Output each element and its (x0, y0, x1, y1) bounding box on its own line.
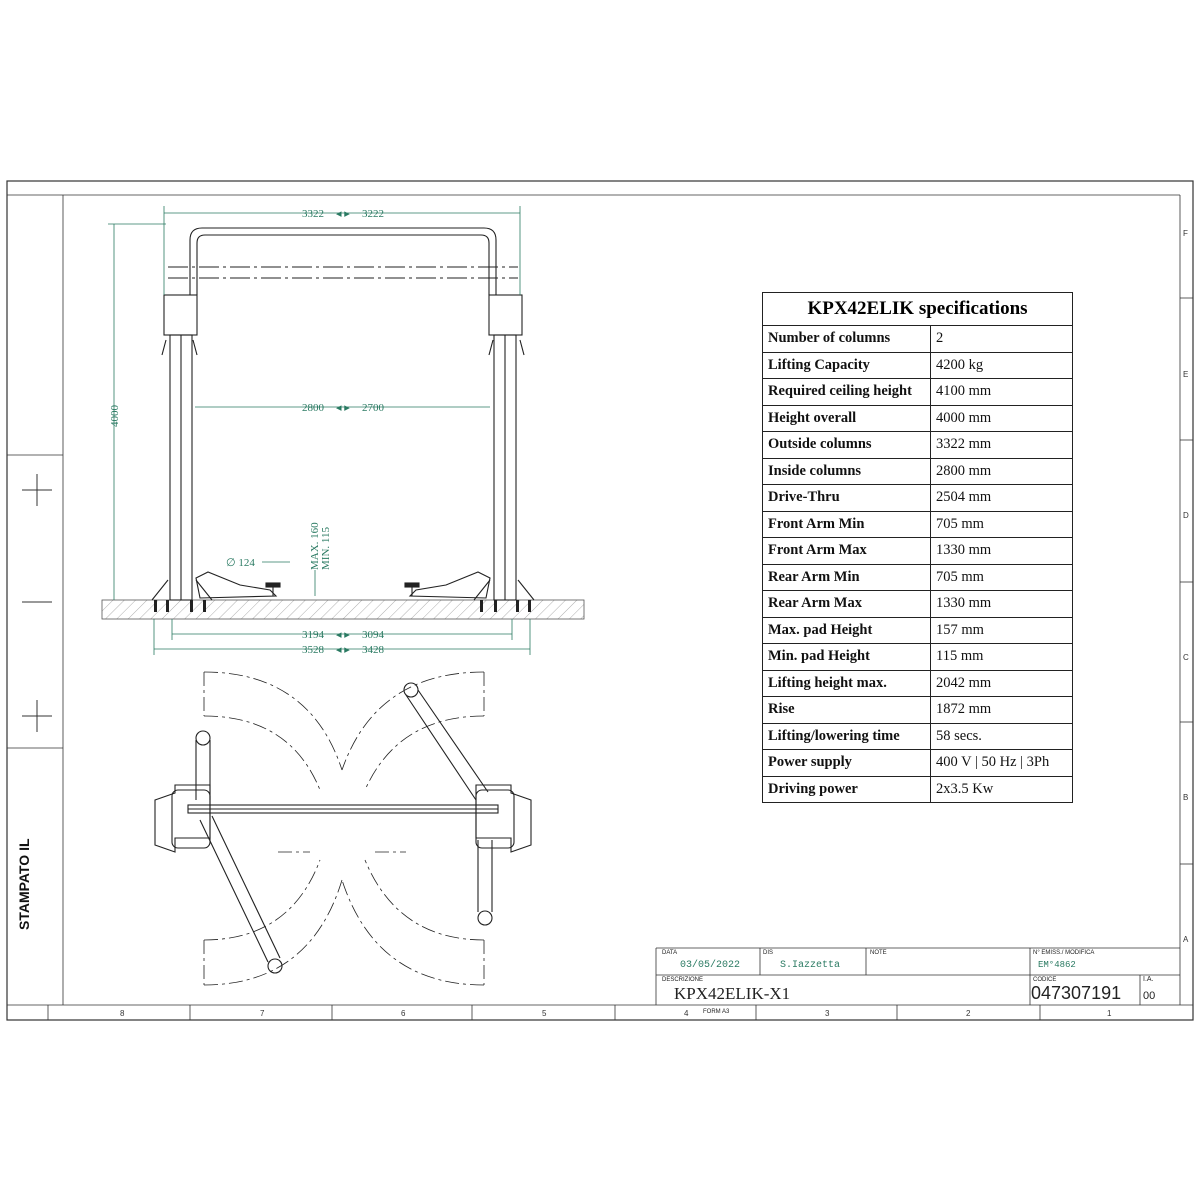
spec-label: Max. pad Height (763, 617, 931, 644)
dimension-lines (108, 206, 530, 655)
spec-label: Rise (763, 697, 931, 724)
spec-value: 4000 mm (931, 405, 1073, 432)
spec-value: 4100 mm (931, 379, 1073, 406)
spec-label: Height overall (763, 405, 931, 432)
dim-top-right: 3222 (362, 208, 384, 220)
tb-ia-value: 00 (1143, 990, 1156, 1002)
spec-row (763, 511, 1073, 538)
spec-row (763, 591, 1073, 618)
spec-value: 2042 mm (931, 670, 1073, 697)
spec-label: Outside columns (763, 432, 931, 459)
spec-label: Rear Arm Max (763, 591, 931, 618)
tb-codice-label: CODICE (1033, 977, 1057, 983)
spec-value: 1330 mm (931, 538, 1073, 565)
dim-base-inner-left: 3194 (302, 629, 324, 641)
dim-pad-max: MAX. 160 (309, 522, 321, 570)
spec-value: 2x3.5 Kw (931, 776, 1073, 803)
dim-inner-right: 2700 (362, 402, 384, 414)
dim-arrow: ◂ ▸ (336, 402, 350, 414)
spec-label: Lifting/lowering time (763, 723, 931, 750)
grid-column-labels (120, 1009, 1112, 1018)
dim-inner-left: 2800 (302, 402, 324, 414)
grid-col-label: 4 (684, 1009, 689, 1018)
tb-emiss-value: EM°4862 (1038, 960, 1076, 970)
spec-label: Lifting Capacity (763, 352, 931, 379)
grid-row-label: B (1183, 793, 1189, 802)
spec-label: Rear Arm Min (763, 564, 931, 591)
spec-value: 157 mm (931, 617, 1073, 644)
spec-row (763, 458, 1073, 485)
grid-col-label: 7 (260, 1009, 265, 1018)
spec-label: Power supply (763, 750, 931, 777)
spec-row (763, 379, 1073, 406)
spec-label: Drive-Thru (763, 485, 931, 512)
dim-pad-min: MIN. 115 (320, 527, 332, 570)
spec-value: 115 mm (931, 644, 1073, 671)
spec-row (763, 432, 1073, 459)
spec-value: 58 secs. (931, 723, 1073, 750)
spec-row (763, 405, 1073, 432)
spec-label: Driving power (763, 776, 931, 803)
tb-emiss-label: N° EMISS./ MODIFICA (1033, 950, 1095, 956)
tb-dis-value: S.Iazzetta (780, 960, 841, 971)
spec-row (763, 750, 1073, 777)
spec-label: Front Arm Max (763, 538, 931, 565)
spec-row (763, 776, 1073, 803)
side-stamp: STAMPATO IL (16, 838, 32, 930)
spec-row (763, 723, 1073, 750)
spec-value: 3322 mm (931, 432, 1073, 459)
dimension-labels (109, 208, 385, 656)
spec-row (763, 352, 1073, 379)
grid-row-label: F (1183, 229, 1188, 238)
spec-row (763, 617, 1073, 644)
spec-label: Front Arm Min (763, 511, 931, 538)
grid-row-label: E (1183, 370, 1189, 379)
grid-col-label: 6 (401, 1009, 406, 1018)
spec-row (763, 564, 1073, 591)
tb-data-value: 03/05/2022 (680, 960, 741, 971)
spec-value: 1330 mm (931, 591, 1073, 618)
tb-data-label: DATA (662, 950, 678, 956)
spec-value: 705 mm (931, 511, 1073, 538)
dim-base-inner-right: 3094 (362, 629, 384, 641)
spec-row (763, 326, 1073, 353)
grid-col-label: 3 (825, 1009, 830, 1018)
grid-row-label: D (1183, 511, 1189, 520)
spec-value: 400 V | 50 Hz | 3Ph (931, 750, 1073, 777)
grid-col-label: 8 (120, 1009, 125, 1018)
dim-base-outer-left: 3528 (302, 644, 324, 656)
tb-note-label: NOTE (870, 950, 887, 956)
spec-row (763, 697, 1073, 724)
spec-label: Inside columns (763, 458, 931, 485)
dim-base-outer-right: 3428 (362, 644, 384, 656)
grid-col-label: 2 (966, 1009, 971, 1018)
spec-value: 2800 mm (931, 458, 1073, 485)
spec-row (763, 644, 1073, 671)
grid-row-labels (1183, 229, 1189, 944)
spec-value: 2504 mm (931, 485, 1073, 512)
spec-label: Required ceiling height (763, 379, 931, 406)
grid-col-label: 5 (542, 1009, 547, 1018)
tb-dis-label: DIS (763, 950, 774, 956)
spec-table-body (763, 326, 1073, 803)
spec-row (763, 670, 1073, 697)
spec-row (763, 485, 1073, 512)
specifications-table (762, 292, 1073, 803)
grid-row-label: C (1183, 653, 1189, 662)
tb-codice-value: 047307191 (1031, 983, 1122, 1003)
lift-front-view (102, 228, 584, 619)
registration-marks (22, 474, 52, 732)
spec-label: Lifting height max. (763, 670, 931, 697)
spec-row (763, 538, 1073, 565)
dim-arrow: ◂ ▸ (336, 208, 350, 220)
tb-descrizione-label: DESCRIZIONE (662, 977, 704, 983)
dim-arrow: ◂ ▸ (336, 644, 350, 656)
tb-form: FORM A3 (703, 1009, 730, 1015)
dim-pad-diameter: ∅ 124 (226, 557, 255, 569)
spec-table-title: KPX42ELIK specifications (763, 293, 1073, 326)
spec-value: 1872 mm (931, 697, 1073, 724)
spec-label: Number of columns (763, 326, 931, 353)
spec-label: Min. pad Height (763, 644, 931, 671)
spec-value: 4200 kg (931, 352, 1073, 379)
dim-arrow: ◂ ▸ (336, 629, 350, 641)
spec-value: 705 mm (931, 564, 1073, 591)
dim-height: 4000 (109, 405, 121, 427)
lift-top-view (155, 672, 531, 985)
grid-row-label: A (1183, 935, 1189, 944)
tb-descrizione-value: KPX42ELIK-X1 (674, 984, 791, 1003)
spec-value: 2 (931, 326, 1073, 353)
grid-col-label: 1 (1107, 1009, 1112, 1018)
dim-top-left: 3322 (302, 208, 324, 220)
tb-ia-label: I.A. (1143, 976, 1154, 983)
